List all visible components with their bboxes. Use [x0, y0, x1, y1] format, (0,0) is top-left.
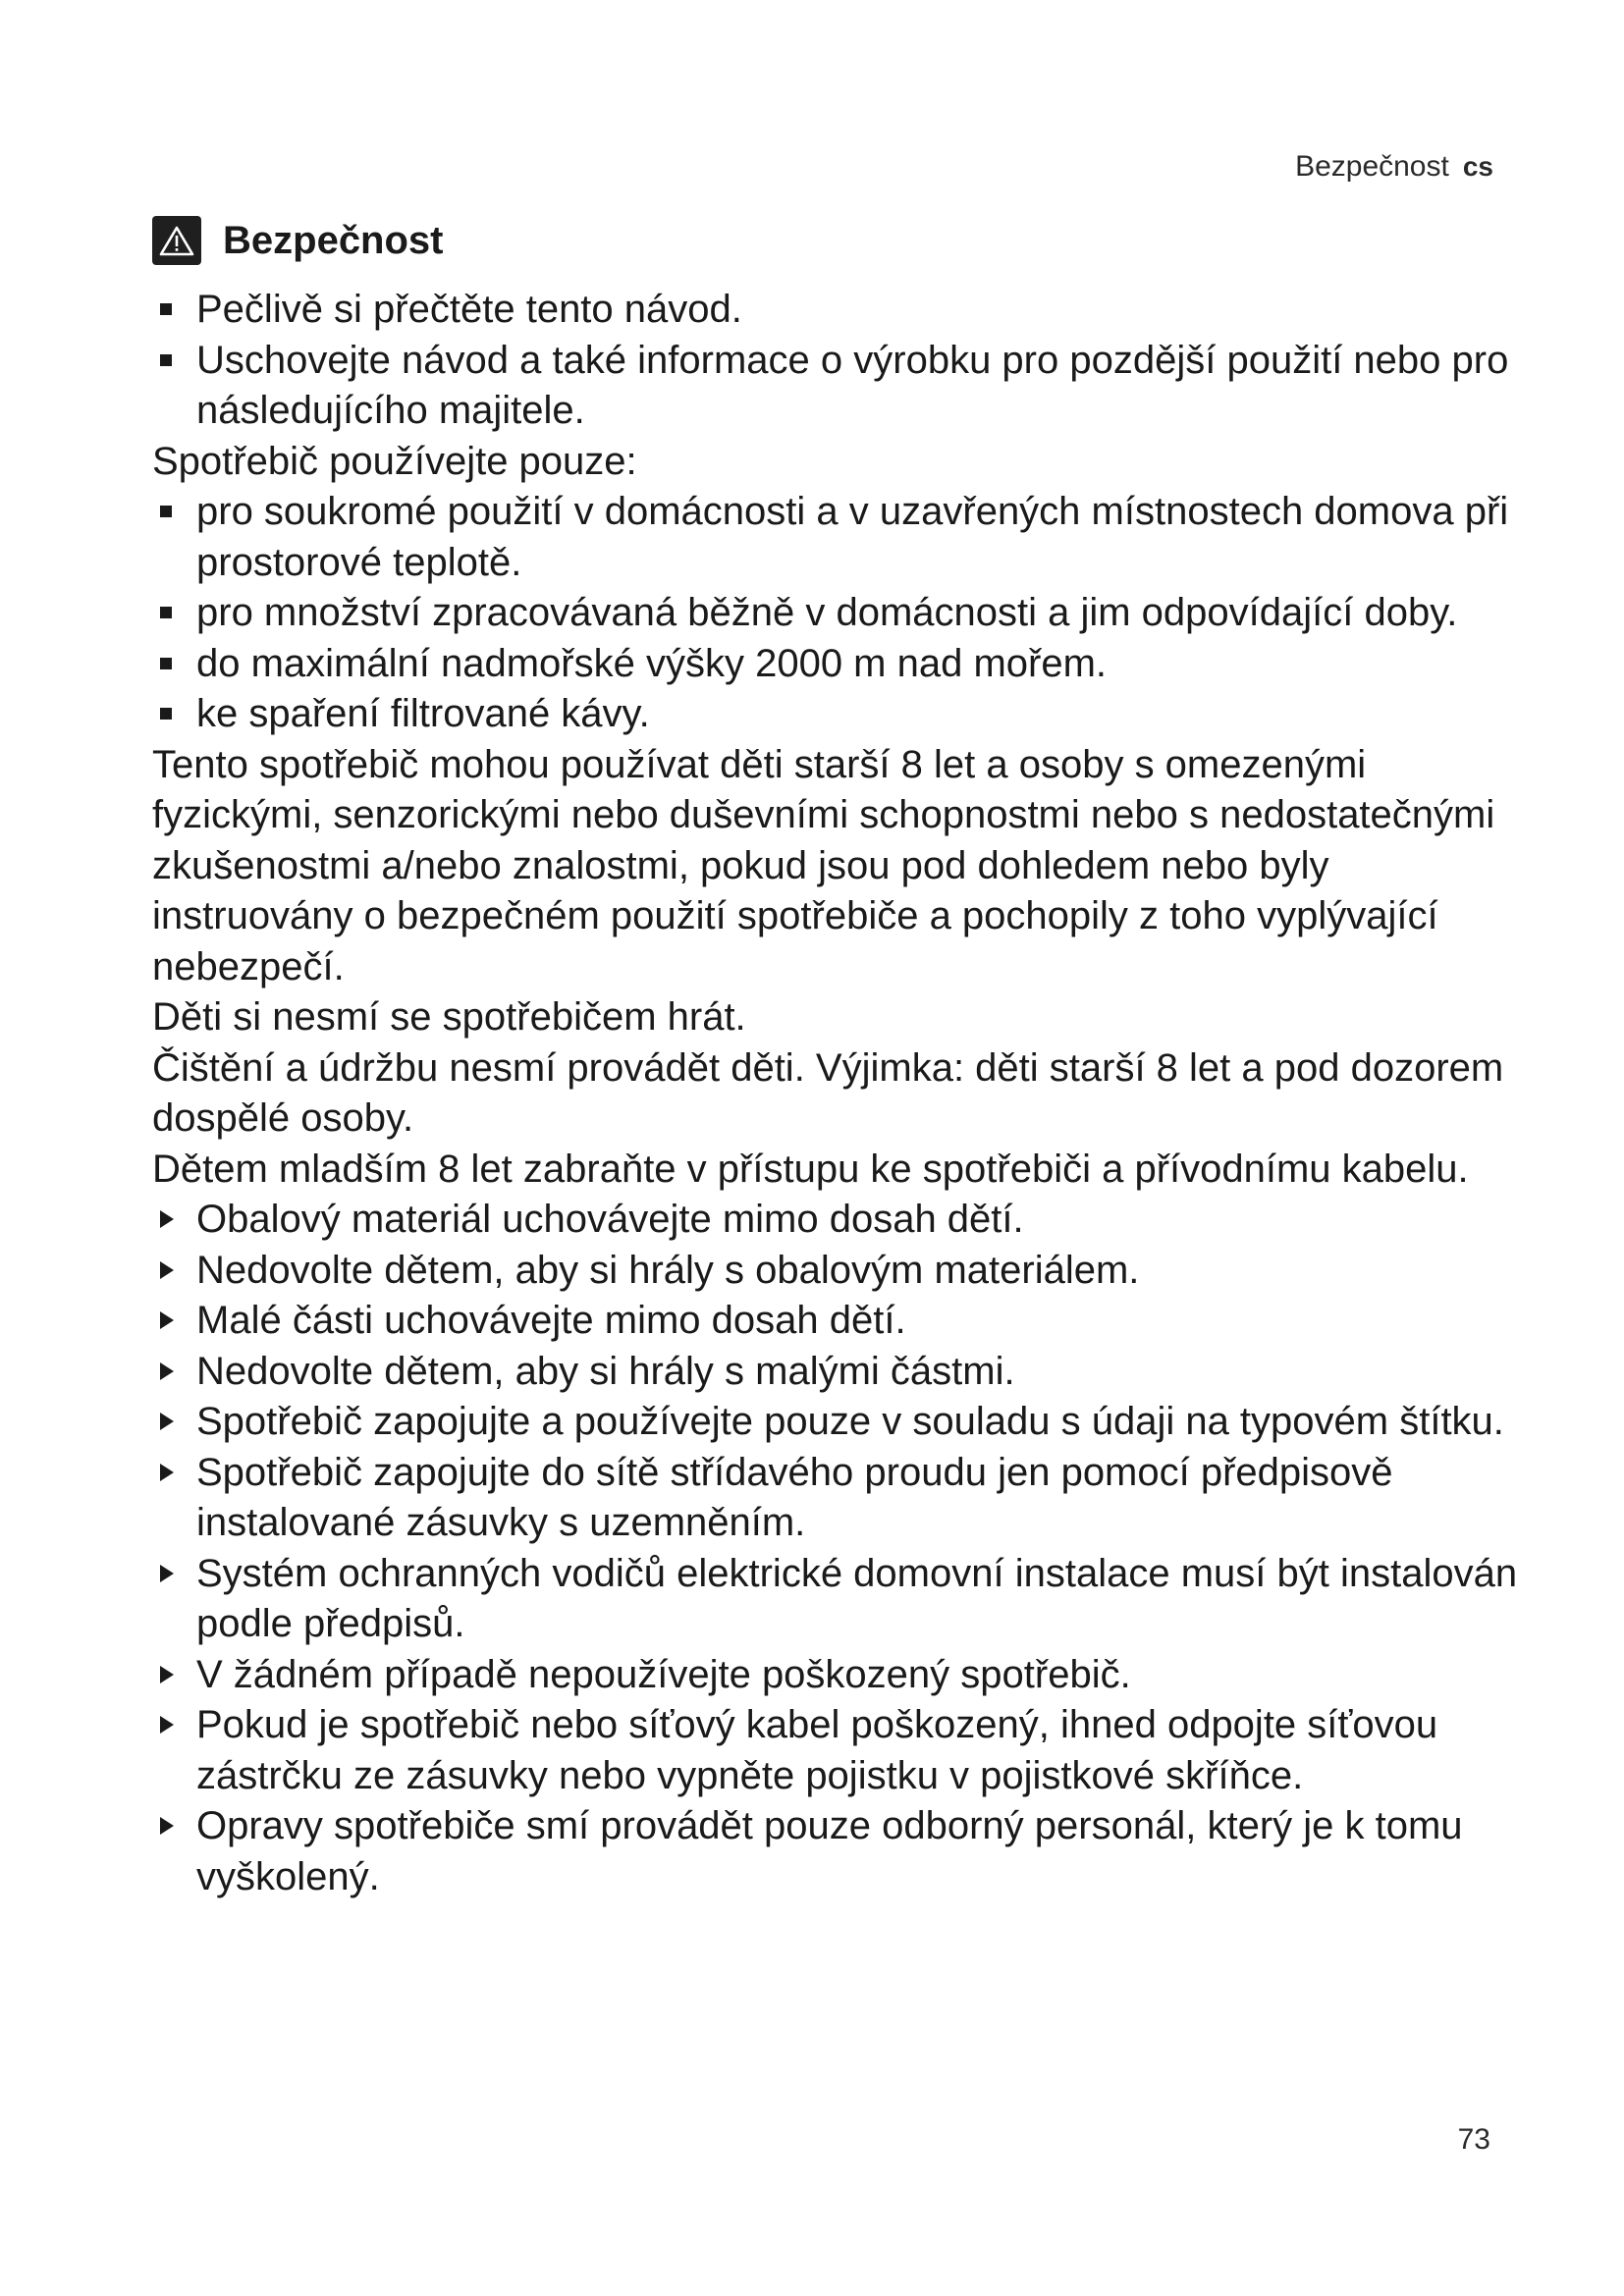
triangle-bullet-icon	[160, 1565, 174, 1582]
square-bullet-icon	[160, 303, 172, 315]
action-item: Spotřebič zapojujte do sítě střídavého proudu jen pomocí předpisově instalované zásuvky s uzemněním.	[152, 1448, 1537, 1549]
action-item: Spotřebič zapojujte a používejte pouze v souladu s údaji na typovém štítku.	[152, 1397, 1537, 1448]
square-bullet-icon	[160, 506, 172, 517]
page-number: 73	[1457, 2123, 1490, 2156]
triangle-bullet-icon	[160, 1716, 174, 1734]
square-bullet-icon	[160, 354, 172, 366]
running-header	[1295, 150, 1493, 184]
triangle-bullet-icon	[160, 1666, 174, 1683]
document-content	[152, 208, 1537, 1902]
page-title: Bezpečnost	[223, 218, 444, 262]
paragraph: Děti si nesmí se spotřebičem hrát.	[152, 995, 746, 1039]
triangle-bullet-icon	[160, 1261, 174, 1279]
square-bullet-icon	[160, 658, 172, 669]
square-bullet-icon	[160, 607, 172, 618]
triangle-bullet-icon	[160, 1817, 174, 1835]
section-heading	[152, 208, 1537, 273]
use-heading: Spotřebič používejte pouze:	[152, 439, 637, 483]
triangle-bullet-icon	[160, 1210, 174, 1228]
list-item: pro soukromé použití v domácnosti a v uzavřených místnostech domova při prostorové teplotě.	[152, 487, 1537, 588]
triangle-bullet-icon	[160, 1362, 174, 1380]
list-item: ke spaření filtrované kávy.	[152, 689, 1537, 740]
action-item: V žádném případě nepoužívejte poškozený spotřebič.	[152, 1650, 1537, 1701]
paragraph: Čištění a údržbu nesmí provádět děti. Výjimka: děti starší 8 let a pod dozorem dospělé osoby.	[152, 1045, 1504, 1140]
list-item: Pečlivě si přečtěte tento návod.	[152, 285, 1537, 336]
header-lang: cs	[1462, 151, 1493, 182]
header-section: Bezpečnost	[1295, 150, 1449, 183]
action-item: Malé části uchovávejte mimo dosah dětí.	[152, 1296, 1537, 1347]
triangle-bullet-icon	[160, 1464, 174, 1481]
action-item: Opravy spotřebiče smí provádět pouze odborný personál, který je k tomu vyškolený.	[152, 1801, 1537, 1902]
list-item: do maximální nadmořské výšky 2000 m nad mořem.	[152, 639, 1537, 690]
triangle-bullet-icon	[160, 1413, 174, 1430]
list-item: pro množství zpracovávaná běžně v domácnosti a jim odpovídající doby.	[152, 588, 1537, 639]
paragraph: Tento spotřebič mohou používat děti starší 8 let a osoby s omezenými fyzickými, senzorickými nebo duševními schopnostmi nebo s nedostatečnými zkušenostmi a/nebo znalostmi, pokud jsou pod dohledem nebo byly instruovány o bezpečném použití spotřebiče a pochopily z toho vyplývající nebezpečí.	[152, 742, 1495, 988]
triangle-bullet-icon	[160, 1311, 174, 1329]
list-item: Uschovejte návod a také informace o výrobku pro pozdější použití nebo pro následujícího majitele.	[152, 336, 1537, 437]
action-item: Nedovolte dětem, aby si hrály s malými částmi.	[152, 1347, 1537, 1398]
action-item: Systém ochranných vodičů elektrické domovní instalace musí být instalován podle předpisů.	[152, 1549, 1537, 1650]
action-item: Pokud je spotřebič nebo síťový kabel poškozený, ihned odpojte síťovou zástrčku ze zásuvky nebo vypněte pojistku v pojistkové skříňce.	[152, 1700, 1537, 1801]
warning-triangle-icon	[152, 216, 201, 265]
action-item: Obalový materiál uchovávejte mimo dosah dětí.	[152, 1195, 1537, 1246]
paragraph: Dětem mladším 8 let zabraňte v přístupu ke spotřebiči a přívodnímu kabelu.	[152, 1147, 1469, 1191]
square-bullet-icon	[160, 708, 172, 720]
action-item: Nedovolte dětem, aby si hrály s obalovým materiálem.	[152, 1246, 1537, 1297]
